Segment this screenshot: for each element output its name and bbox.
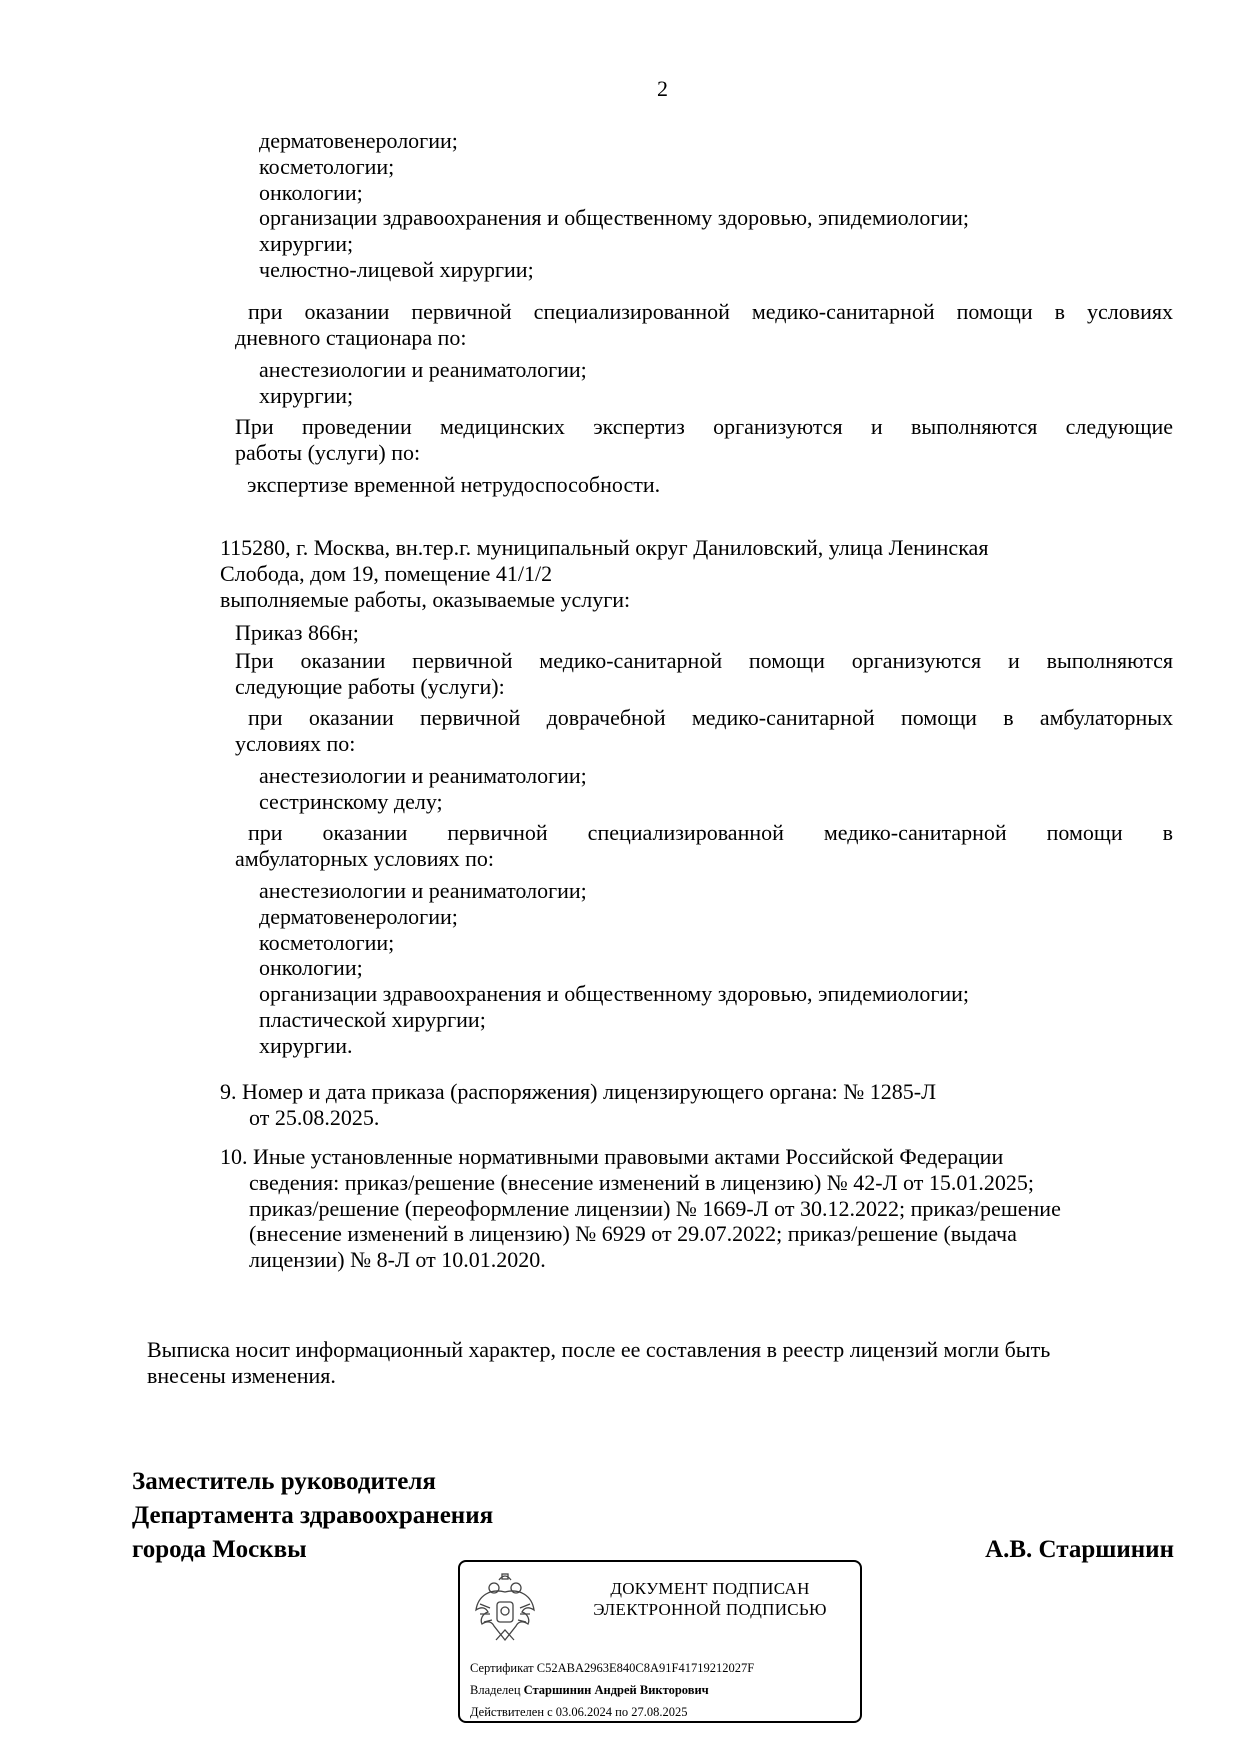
list-item: организации здравоохранения и общественному здоровью, эпидемиологии; [259, 981, 970, 1007]
item-line: лицензии) № 8-Л от 10.01.2020. [249, 1247, 546, 1273]
works-label: выполняемые работы, оказываемые услуги: [220, 586, 631, 612]
item-line: 9. Номер и дата приказа (распоряжения) лицензирующего органа: № 1285-Л [220, 1079, 937, 1104]
stamp-title-line: ДОКУМЕНТ ПОДПИСАН [610, 1579, 810, 1598]
list-item: анестезиологии и реаниматологии; [259, 763, 587, 788]
paragraph-line: при оказании первичной специализированной медико-санитарной помощи в условиях [248, 299, 1173, 324]
list-item: анестезиологии и реаниматологии; [259, 357, 587, 382]
list-specialties-2 [259, 357, 587, 409]
position-line: Департамента здравоохранения [132, 1502, 494, 1529]
owner-line [470, 1682, 709, 1698]
paragraph-line: следующие работы (услуги): [235, 673, 505, 699]
list-item: организации здравоохранения и общественному здоровью, эпидемиологии; [259, 205, 970, 231]
list-item: хирургии. [259, 1032, 353, 1058]
list-item: косметологии; [259, 153, 395, 179]
paragraph-line: при оказании первичной специализированной медико-санитарной помощи в [248, 820, 1173, 845]
list-item: пластической хирургии; [259, 1006, 486, 1032]
address-line: Слобода, дом 19, помещение 41/1/2 [220, 560, 553, 586]
stamp-title-line: ЭЛЕКТРОННОЙ ПОДПИСЬЮ [593, 1600, 827, 1619]
stamp-title [560, 1578, 860, 1620]
paragraph-line: При оказании первичной медико-санитарной помощи организуются и выполняются [235, 648, 1173, 673]
paragraph-line: дневного стационара по: [235, 324, 467, 350]
disclaimer-line: внесены изменения. [147, 1362, 336, 1388]
item-line: приказ/решение (переоформление лицензии) № 1669-Л от 30.12.2022; приказ/решение [249, 1195, 1061, 1221]
list-item: челюстно-лицевой хирургии; [259, 256, 534, 282]
paragraph-line: при оказании первичной доврачебной медико-санитарной помощи в амбулаторных [248, 705, 1173, 730]
paragraph-line: работы (услуги) по: [235, 439, 421, 465]
address-line: 115280, г. Москва, вн.тер.г. муниципальный округ Даниловский, улица Ленинская [220, 535, 989, 560]
paragraph-specialized [235, 820, 1173, 872]
owner-label: Владелец [470, 1683, 521, 1697]
item-line: (внесение изменений в лицензию) № 6929 от 29.07.2022; приказ/решение (выдача [249, 1221, 1017, 1247]
paragraph-expertise [235, 414, 1173, 466]
signatory-name: А.В. Старшинин [985, 1536, 1174, 1563]
list-item: онкологии; [259, 955, 363, 981]
expertise-item: экспертизе временной нетрудоспособности. [247, 472, 661, 497]
validity-line: Действителен с 03.06.2024 по 27.08.2025 [470, 1705, 688, 1719]
list-item: хирургии; [259, 231, 354, 257]
certificate-line [470, 1660, 754, 1676]
disclaimer [147, 1337, 1050, 1389]
list-item: хирургии; [259, 382, 354, 408]
paragraph-day-hospital [235, 299, 1173, 351]
list-item: дерматовенерологии; [259, 128, 458, 153]
list-item: сестринскому делу; [259, 788, 443, 814]
list-item: косметологии; [259, 929, 395, 955]
list-item: анестезиологии и реаниматологии; [259, 878, 587, 903]
paragraph-line: амбулаторных условиях по: [235, 845, 495, 871]
order-reference: Приказ 866н; [235, 620, 359, 645]
position-line: города Москвы [132, 1536, 307, 1563]
page-number: 2 [657, 76, 668, 101]
paragraph-primary [235, 648, 1173, 700]
address [220, 535, 988, 612]
item-line: от 25.08.2025. [249, 1104, 380, 1130]
item-9 [220, 1079, 936, 1131]
paragraph-line: условиях по: [235, 730, 356, 756]
item-10 [220, 1144, 1061, 1273]
list-specialties-4 [259, 878, 969, 1059]
paragraph-line: При проведении медицинских экспертиз организуются и выполняются следующие [235, 414, 1173, 439]
list-specialties-3 [259, 763, 587, 815]
paragraph-prehospital [235, 705, 1173, 757]
list-specialties-1 [259, 128, 969, 283]
list-item: онкологии; [259, 179, 363, 205]
position-line: Заместитель руководителя [132, 1468, 436, 1495]
certificate-label: Сертификат [470, 1661, 534, 1675]
item-line: 10. Иные установленные нормативными правовыми актами Российской Федерации [220, 1144, 1004, 1169]
certificate-number: C52ABA2963E840C8A91F41719212027F [536, 1661, 755, 1675]
electronic-signature-stamp [458, 1560, 862, 1723]
item-line: сведения: приказ/решение (внесение изменений в лицензию) № 42-Л от 15.01.2025; [249, 1169, 1034, 1195]
list-item: дерматовенерологии; [259, 903, 458, 929]
coat-of-arms-icon [472, 1570, 538, 1646]
owner-name: Старшинин Андрей Викторович [523, 1683, 709, 1697]
disclaimer-line: Выписка носит информационный характер, после ее составления в реестр лицензий могли быть [147, 1337, 1051, 1362]
signatory-position [132, 1465, 493, 1567]
